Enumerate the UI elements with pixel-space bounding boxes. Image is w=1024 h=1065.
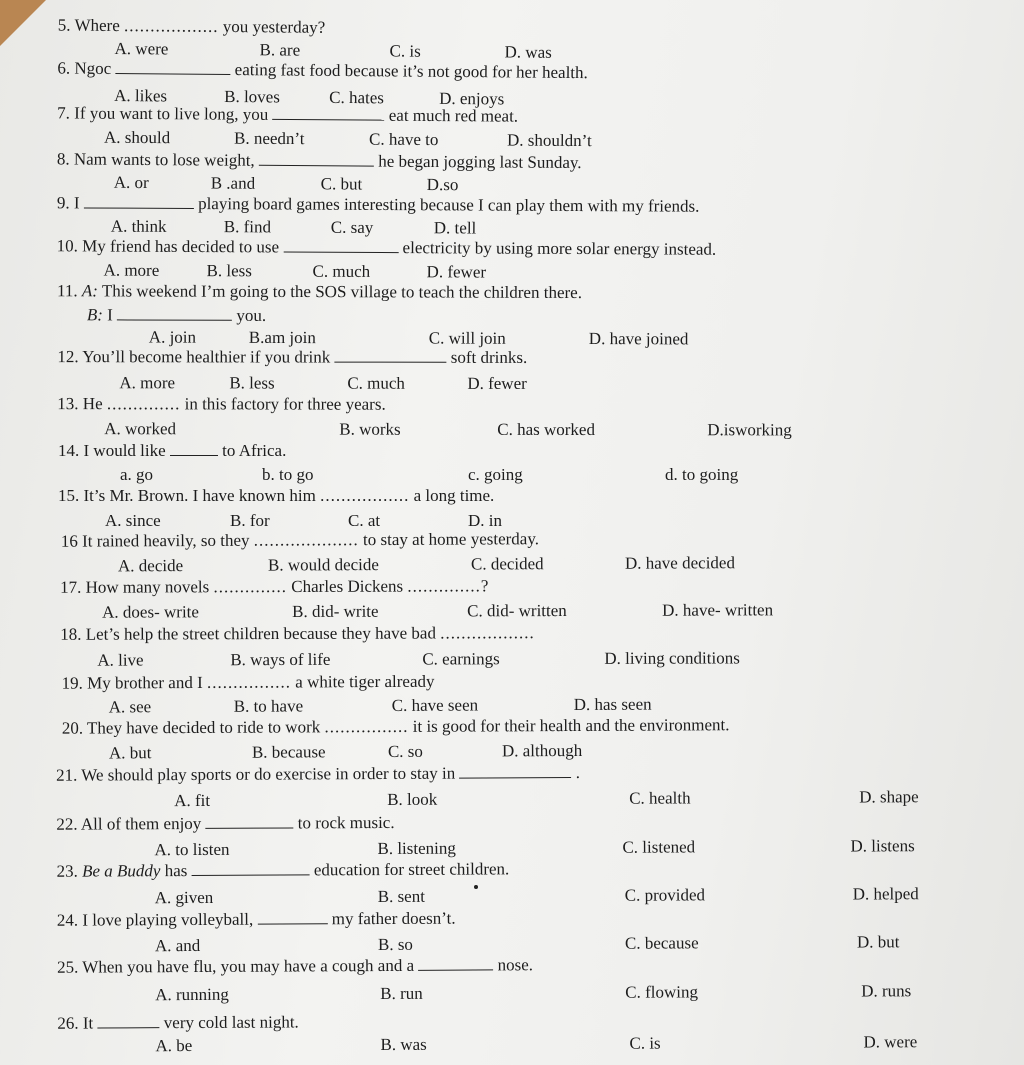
answer-option-d[interactable]: D. have- written <box>662 600 774 620</box>
answer-option-d[interactable]: D. shouldn’t <box>506 130 592 151</box>
answer-option-b[interactable]: B. look <box>387 789 438 809</box>
question-text-after: to rock music. <box>297 812 395 833</box>
question-text-after: in this factory for three years. <box>184 394 386 414</box>
question-number: 7. <box>57 103 71 123</box>
answer-option-a[interactable]: A. running <box>155 984 229 1005</box>
question-text-after: playing board games interesting because I can play them with my friends. <box>198 194 700 216</box>
answer-blank[interactable] <box>117 318 232 320</box>
question-text-before: It <box>82 1013 94 1033</box>
answer-option-d[interactable]: D. but <box>856 932 900 952</box>
answer-option-c[interactable]: C. is <box>629 1033 661 1053</box>
question-text-after: it is good for their health and the environment. <box>412 715 730 736</box>
answer-blank[interactable]: ................ <box>324 716 409 737</box>
question-stem <box>58 441 286 461</box>
answer-option-b[interactable]: B. less <box>229 373 275 393</box>
question-stem <box>62 715 730 738</box>
answer-option-d[interactable]: D. in <box>468 511 502 530</box>
answer-option-b[interactable]: B. run <box>380 983 423 1004</box>
answer-option-a[interactable]: A. join <box>148 327 197 347</box>
answer-option-a[interactable]: A. and <box>154 935 201 956</box>
answer-option-a[interactable]: A. should <box>103 127 171 148</box>
answer-blank[interactable]: .................. <box>123 16 219 36</box>
answer-option-b[interactable]: B .and <box>210 173 256 193</box>
answer-option-a[interactable]: A. fit <box>174 790 211 811</box>
question-text-after: to stay at home yesterday. <box>362 529 540 550</box>
question-text-before: Ngoc <box>74 58 112 78</box>
answer-blank[interactable] <box>192 873 310 876</box>
answer-option-d[interactable]: D. shape <box>859 787 919 807</box>
answer-option-b[interactable]: B.am join <box>248 327 316 348</box>
question-stem <box>57 394 385 415</box>
question-text-before: B: I <box>86 305 113 325</box>
answer-option-a[interactable]: A. decide <box>117 556 184 576</box>
question-stem <box>58 16 326 38</box>
question-1 <box>0 0 1024 62</box>
question-text-before: All of them enjoy <box>80 813 202 834</box>
question-number: 8. <box>56 149 70 169</box>
question-text-before: My friend has decided to use <box>82 236 280 257</box>
question-text-before: When you have flu, you may have a cough and a <box>82 955 415 977</box>
question-stem <box>87 305 266 326</box>
question-number: 18. <box>60 624 82 644</box>
answer-option-c[interactable]: c. going <box>468 465 523 484</box>
answer-option-b[interactable]: B. are <box>259 40 301 60</box>
question-text-after: he began jogging last Sunday. <box>378 151 582 173</box>
question-stem <box>57 1012 299 1033</box>
answer-blank[interactable] <box>283 250 398 253</box>
question-stem <box>62 672 435 694</box>
answer-option-d[interactable]: D. helped <box>852 884 919 904</box>
answer-blank[interactable]: .................. <box>440 623 535 643</box>
answer-blank[interactable]: ................ <box>206 672 292 692</box>
question-stem <box>60 623 535 645</box>
answer-option-b[interactable]: b. to go <box>262 465 314 484</box>
answer-option-a[interactable]: A. but <box>108 743 152 763</box>
question-text-before: I would like <box>83 441 166 460</box>
answer-option-b[interactable]: B. loves <box>224 86 280 107</box>
question-number: 17. <box>60 577 82 597</box>
answer-blank[interactable] <box>98 1026 160 1028</box>
answer-option-d[interactable]: D. was <box>504 42 552 62</box>
question-text-before: If you want to live long, you <box>74 103 269 124</box>
question-number: 13. <box>57 394 79 414</box>
question-number: 23. <box>56 861 78 881</box>
answer-option-a[interactable]: A. think <box>110 216 167 236</box>
question-text-before: You’ll become healthier if you drink <box>82 347 331 367</box>
answer-option-c[interactable]: C. so <box>387 741 423 761</box>
answer-option-b[interactable]: B. for <box>230 511 270 530</box>
question-text-before: A: This weekend I’m going to the SOS village to teach the children there. <box>81 281 582 303</box>
answer-option-c[interactable]: C. at <box>348 511 381 530</box>
question-text-after: eat much red meat. <box>388 105 519 126</box>
answer-option-c[interactable]: C. did- written <box>467 601 567 621</box>
question-number: 21. <box>56 765 78 785</box>
answer-blank[interactable] <box>459 776 571 779</box>
question-number: 10. <box>56 236 79 256</box>
question-number: 20. <box>61 718 84 738</box>
question-number: 5. <box>57 15 71 35</box>
question-stem <box>57 955 533 977</box>
pen-dot <box>474 885 478 889</box>
question-text-after: you yesterday? <box>222 16 326 37</box>
question-text-after: electricity by using more solar energy instead. <box>402 238 717 259</box>
answer-blank[interactable]: .............. <box>407 576 481 596</box>
answer-blank[interactable] <box>170 454 218 456</box>
question-number: 14. <box>58 441 80 460</box>
answer-blank[interactable] <box>257 922 327 924</box>
answer-option-a[interactable]: A. see <box>108 697 152 717</box>
answer-option-d[interactable]: D. have joined <box>588 329 689 349</box>
answer-blank[interactable] <box>84 206 194 209</box>
answer-option-d[interactable]: D. enjoys <box>439 88 505 109</box>
answer-blank[interactable]: .............. <box>213 577 288 597</box>
answer-option-b[interactable]: B. needn’t <box>233 128 305 149</box>
answer-option-b[interactable]: B. because <box>251 742 326 762</box>
answer-blank[interactable] <box>272 118 384 121</box>
question-text-before: Where <box>74 15 120 36</box>
answer-blank[interactable] <box>335 361 447 363</box>
answer-option-c[interactable]: C. decided <box>470 554 544 574</box>
question-text-after: a white tiger already <box>295 671 435 692</box>
question-text-after: you. <box>236 305 267 325</box>
answer-option-a[interactable]: A. or <box>113 172 149 193</box>
answer-option-d[interactable]: D. have decided <box>624 553 735 573</box>
question-stem <box>58 486 494 506</box>
answer-option-c[interactable]: C. health <box>629 788 691 808</box>
answer-option-b[interactable]: B. ways of life <box>230 649 331 670</box>
question-text-before: Let’s help the street children because they have bad <box>85 623 436 644</box>
question-text-before: It rained heavily, so they <box>82 530 250 551</box>
answer-option-b[interactable]: B. listening <box>377 838 456 859</box>
question-stem <box>57 236 717 259</box>
question-stem <box>57 59 588 84</box>
answer-option-a[interactable]: A. since <box>105 511 161 530</box>
question-text-after: nose. <box>497 955 534 975</box>
answer-option-b[interactable]: B. sent <box>377 886 425 907</box>
answer-option-c[interactable]: C. flowing <box>625 982 698 1002</box>
answer-option-c[interactable]: C. hates <box>329 87 385 108</box>
question-number: 12. <box>57 347 79 367</box>
answer-option-a[interactable]: A. likes <box>114 86 168 106</box>
question-number: 11. <box>56 281 78 301</box>
question-number: 26. <box>57 1013 79 1033</box>
question-stem <box>56 813 394 835</box>
question-text-before: Nam wants to lose weight, <box>73 149 255 170</box>
question-text-tail: ? <box>480 576 489 596</box>
answer-option-c[interactable]: C. has worked <box>497 419 596 440</box>
question-text-after: soft drinks. <box>450 347 528 367</box>
answer-option-d[interactable]: D. has seen <box>573 694 652 715</box>
answer-option-c[interactable]: C. provided <box>624 885 706 905</box>
answer-option-a[interactable]: a. go <box>120 465 154 484</box>
question-text-before: Be a Buddy has <box>82 861 188 881</box>
answer-option-b[interactable]: B. would decide <box>267 555 379 575</box>
question-number: 19. <box>61 673 83 693</box>
answer-option-d[interactable]: D. were <box>863 1032 918 1052</box>
question-number: 22. <box>56 814 78 834</box>
question-text-after: very cold last night. <box>163 1012 299 1033</box>
question-text-after: eating fast food because it’s not good for her health. <box>234 60 588 83</box>
answer-option-a[interactable]: A. were <box>114 39 169 59</box>
answer-option-d[interactable]: D.isworking <box>707 420 792 440</box>
answer-option-c[interactable]: C. much <box>312 261 371 281</box>
answer-option-c[interactable]: C. but <box>320 174 363 194</box>
answer-option-c[interactable]: C. listened <box>622 837 696 857</box>
answer-option-a[interactable]: A. more <box>103 260 160 280</box>
answer-option-a[interactable]: A. does- write <box>102 602 199 622</box>
question-stem <box>57 281 582 303</box>
question-number: 24. <box>56 910 79 930</box>
answer-blank[interactable]: ................. <box>320 486 410 505</box>
question-text-before: My brother and I <box>87 672 203 693</box>
question-number: 9. <box>56 193 70 213</box>
answer-option-a[interactable]: A. be <box>155 1036 193 1056</box>
answer-option-c[interactable]: C. much <box>347 373 405 393</box>
question-number: 25. <box>57 957 79 977</box>
answer-option-a[interactable]: A. worked <box>104 419 177 439</box>
question-number: 6. <box>57 58 71 78</box>
answer-option-b[interactable]: B. so <box>377 934 413 955</box>
question-number: 16 <box>60 531 78 551</box>
answer-option-c[interactable]: C. is <box>389 41 421 61</box>
question-stem <box>61 529 539 552</box>
question-stem <box>57 347 527 368</box>
answer-option-c[interactable]: C. say <box>330 217 374 237</box>
question-text-before: I <box>73 193 80 213</box>
answer-option-c[interactable]: C. have seen <box>391 695 479 715</box>
question-text-before: They have decided to ride to work <box>86 717 321 738</box>
answer-option-b[interactable]: B. was <box>380 1034 427 1055</box>
question-text-before: We should play sports or do exercise in order to stay in <box>81 763 456 785</box>
question-text-after: a long time. <box>413 486 495 505</box>
answer-option-a[interactable]: A. more <box>119 373 176 393</box>
answer-option-d[interactable]: D. living conditions <box>604 648 740 668</box>
question-text-after: to Africa. <box>222 441 287 460</box>
answer-option-c[interactable]: C. earnings <box>422 649 500 669</box>
answer-option-a[interactable]: A. live <box>97 650 144 670</box>
question-text-before: It’s Mr. Brown. I have known him <box>83 486 316 505</box>
question-stem <box>57 103 518 126</box>
question-text-before: How many novels <box>85 577 210 597</box>
answer-blank[interactable]: .............. <box>106 394 181 414</box>
question-stem <box>57 193 700 216</box>
question-text-after: education for street children. <box>313 859 510 880</box>
answer-option-b[interactable]: B. less <box>206 261 252 281</box>
answer-option-d[interactable]: D.so <box>426 174 459 195</box>
question-text-after: Charles Dickens <box>291 576 404 596</box>
answer-option-a[interactable]: A. given <box>154 887 214 908</box>
question-number: 15. <box>58 486 80 505</box>
question-text-after: my father doesn’t. <box>331 908 456 929</box>
answer-blank[interactable] <box>115 72 230 75</box>
answer-option-b[interactable]: B. did- write <box>292 601 379 621</box>
question-text-before: He <box>82 394 103 414</box>
question-stem <box>57 149 582 173</box>
answer-option-b[interactable]: B. find <box>223 217 272 237</box>
answer-option-b[interactable]: B. works <box>339 419 401 439</box>
question-stem <box>57 909 456 931</box>
answer-option-d[interactable]: D. although <box>501 740 583 761</box>
answer-option-d[interactable]: D. runs <box>861 981 912 1001</box>
question-stem <box>60 576 488 597</box>
answer-blank[interactable] <box>418 968 493 970</box>
answer-option-d[interactable]: d. to going <box>665 465 739 484</box>
answer-option-d[interactable]: D. fewer <box>467 373 527 393</box>
answer-blank[interactable]: .................... <box>253 530 359 550</box>
question-text-before: I love playing volleyball, <box>82 909 254 930</box>
answer-option-d[interactable]: D. fewer <box>426 262 487 282</box>
question-text-after: . <box>575 762 581 782</box>
answer-option-b[interactable]: B. to have <box>233 696 304 716</box>
answer-option-a[interactable]: A. to listen <box>154 839 230 860</box>
question-stem <box>57 859 510 881</box>
answer-option-c[interactable]: C. because <box>624 933 699 953</box>
answer-option-d[interactable]: D. listens <box>850 836 915 856</box>
answer-blank[interactable] <box>259 164 374 167</box>
answer-option-c[interactable]: C. have to <box>368 129 439 150</box>
answer-blank[interactable] <box>206 826 294 828</box>
answer-option-d[interactable]: D. tell <box>433 218 477 238</box>
question-stem <box>56 763 580 786</box>
answer-option-c[interactable]: C. will join <box>428 328 506 348</box>
